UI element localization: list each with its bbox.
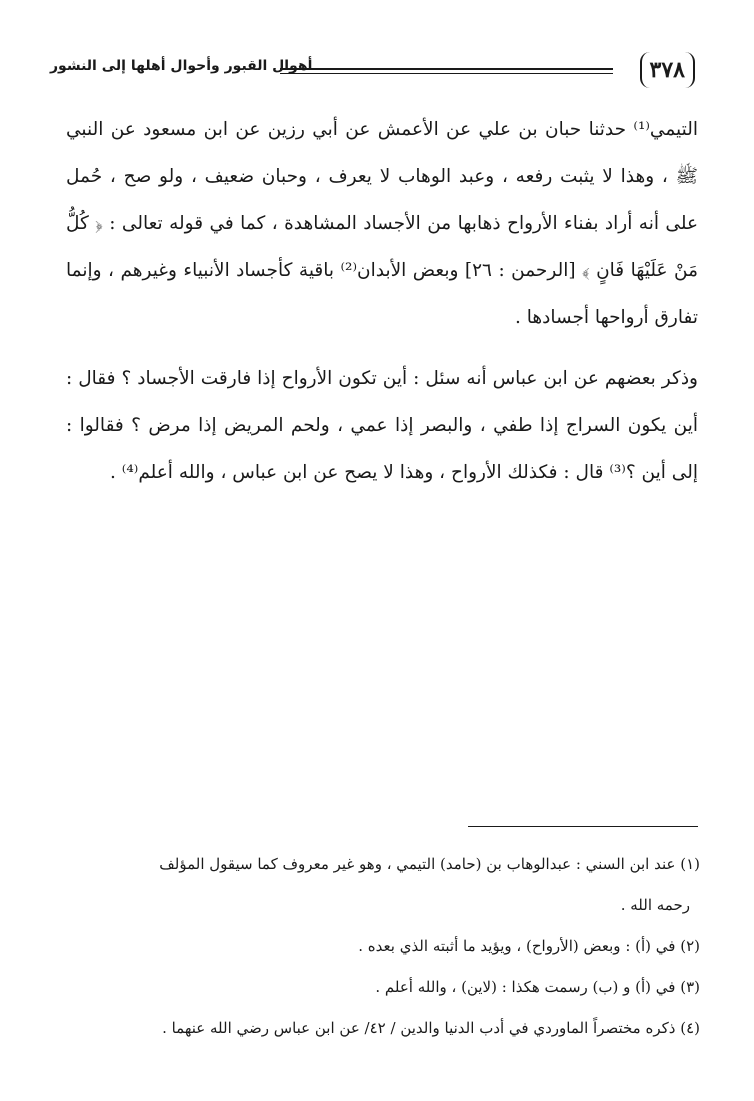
footnotes: [60, 844, 700, 1049]
running-title: أهوال القبور وأحوال أهلها إلى النشور: [50, 58, 313, 74]
footnote-2: (٢) في (أ) : وبعض (الأرواح) ، ويؤيد ما أثبته الذي بعده .: [358, 937, 700, 955]
footnote-3: (٣) في (أ) و (ب) رسمت هكذا : (لاين) ، والله أعلم .: [375, 978, 700, 996]
footnote-4: (٤) ذكره مختصراً الماوردي في أدب الدنيا والدين / ٤٢/ عن ابن عباس رضي الله عنهما .: [162, 1019, 700, 1037]
footnote-1: (١) عند ابن السني : عبدالوهاب بن (حامد) التيمي ، وهو غير معروف كما سيقول المؤلف: [159, 855, 700, 873]
footnote-separator: [468, 826, 698, 827]
page-number: ٣٧٨: [640, 52, 695, 88]
paragraph-1: التيمي⁽¹⁾ حدثنا حبان بن علي عن الأعمش عن أبي رزين عن ابن مسعود عن النبي ﷺ ، وهذا لا يثبت رفعه ، وعبد الوهاب لا يعرف ، وحبان ضعيف ، ولو صح ، حُمل على أنه أراد بفناء الأرواح ذهابها من الأجساد المشاهدة ، كما في قوله تعالى : ﴿ كُلُّ مَنْ عَلَيْهَا فَانٍ ﴾ [الرحمن : ٢٦] وبعض الأبدان⁽²⁾ باقية كأجساد الأنبياء وغيرهم ، وإنما تفارق أرواحها أجسادها .: [66, 119, 698, 328]
header-rule: [280, 68, 613, 74]
page-header: [50, 52, 695, 92]
paragraph-2: وذكر بعضهم عن ابن عباس أنه سئل : أين تكون الأرواح إذا فارقت الأجساد ؟ فقال : أين يكون السراج إذا طفي ، والبصر إذا عمي ، ولحم المريض إذا مرض ؟ فقالوا : إلى أين ؟⁽³⁾ قال : فكذلك الأرواح ، وهذا لا يصح عن ابن عباس ، والله أعلم⁽⁴⁾ .: [66, 368, 698, 483]
main-text: [66, 106, 698, 496]
footnote-1-continued: رحمه الله .: [620, 896, 690, 914]
